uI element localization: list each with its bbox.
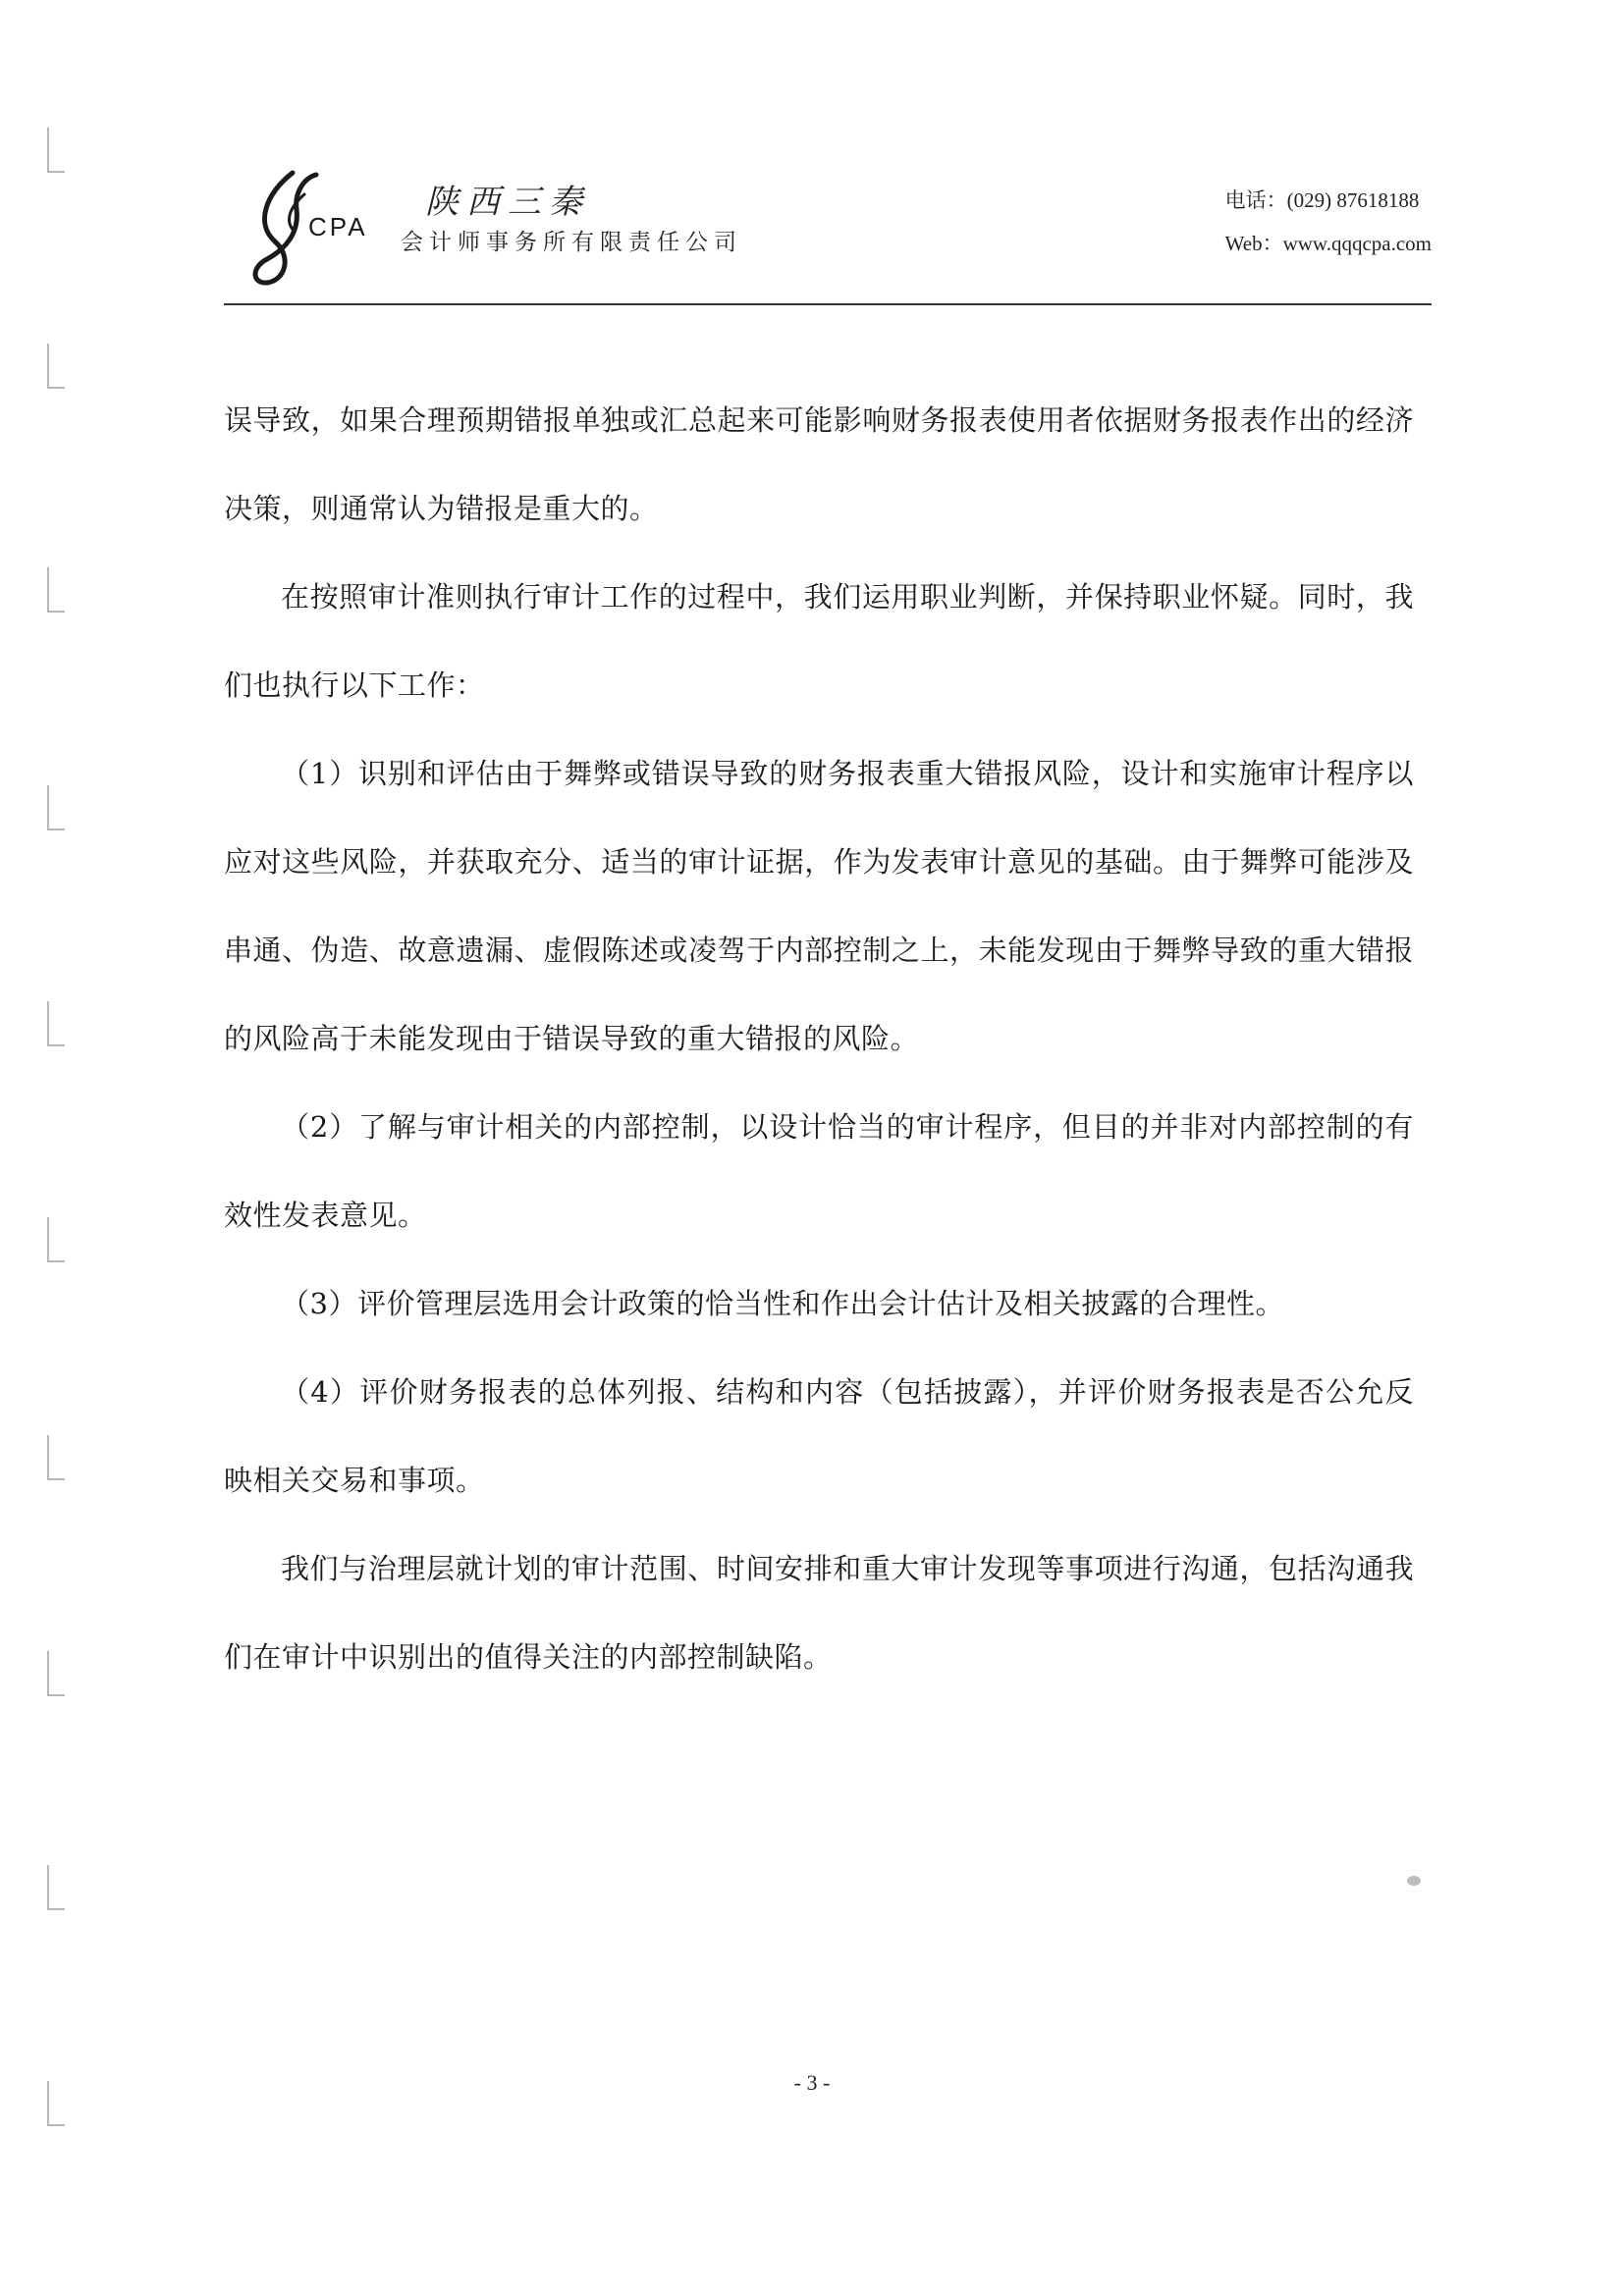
paragraph: 在按照审计准则执行审计工作的过程中，我们运用职业判断，并保持职业怀疑。同时，我们也执行以下工作： [224,580,1414,702]
binding-mark [47,1651,65,1696]
header-rule [224,303,1432,305]
document-body [224,376,1414,1701]
scan-speck [1407,1876,1421,1886]
firm-logo [245,165,383,293]
binding-mark [47,1217,65,1262]
binding-mark [47,1865,65,1910]
logo-text: CPA [308,212,368,241]
contact-info [1225,179,1432,265]
binding-marks [0,0,79,2296]
paragraph: 误导致，如果合理预期错报单独或汇总起来可能影响财务报表使用者依据财务报表作出的经济决策，则通常认为错报是重大的。 [224,403,1414,525]
binding-mark [47,344,65,389]
paragraph: （4）评价财务报表的总体列报、结构和内容（包括披露），并评价财务报表是否公允反映相关交易和事项。 [224,1375,1414,1497]
firm-fullname: 会计师事务所有限责任公司 [401,230,742,255]
phone-number: 电话：(029) 87618188 [1224,188,1420,212]
paragraph: （3）评价管理层选用会计政策的恰当性和作出会计估计及相关披露的合理性。 [281,1287,1284,1320]
binding-mark [47,785,65,830]
paragraph: （2）了解与审计相关的内部控制，以设计恰当的审计程序，但目的并非对内部控制的有效性发表意见。 [224,1110,1414,1232]
paragraph: （1）识别和评估由于舞弊或错误导致的财务报表重大错报风险，设计和实施审计程序以应对这些风险，并获取充分、适当的审计证据，作为发表审计意见的基础。由于舞弊可能涉及串通、伪造、故意遗漏、虚假陈述或凌驾于内部控制之上，未能发现由于舞弊导致的重大错报的风险高于未能发现由于错误导致的重大错报的风险。 [224,757,1414,1055]
binding-mark [47,128,65,173]
binding-mark [47,1435,65,1480]
website: Web：www.qqqcpa.com [1224,232,1432,255]
binding-mark [47,567,65,613]
paragraph: 我们与治理层就计划的审计范围、时间安排和重大审计发现等事项进行沟通，包括沟通我们在审计中识别出的值得关注的内部控制缺陷。 [224,1552,1414,1674]
page-number: - 3 - [793,2070,831,2095]
firm-name: 陕西三秦 [425,183,590,222]
binding-mark [47,1001,65,1046]
letterhead [224,157,1432,304]
